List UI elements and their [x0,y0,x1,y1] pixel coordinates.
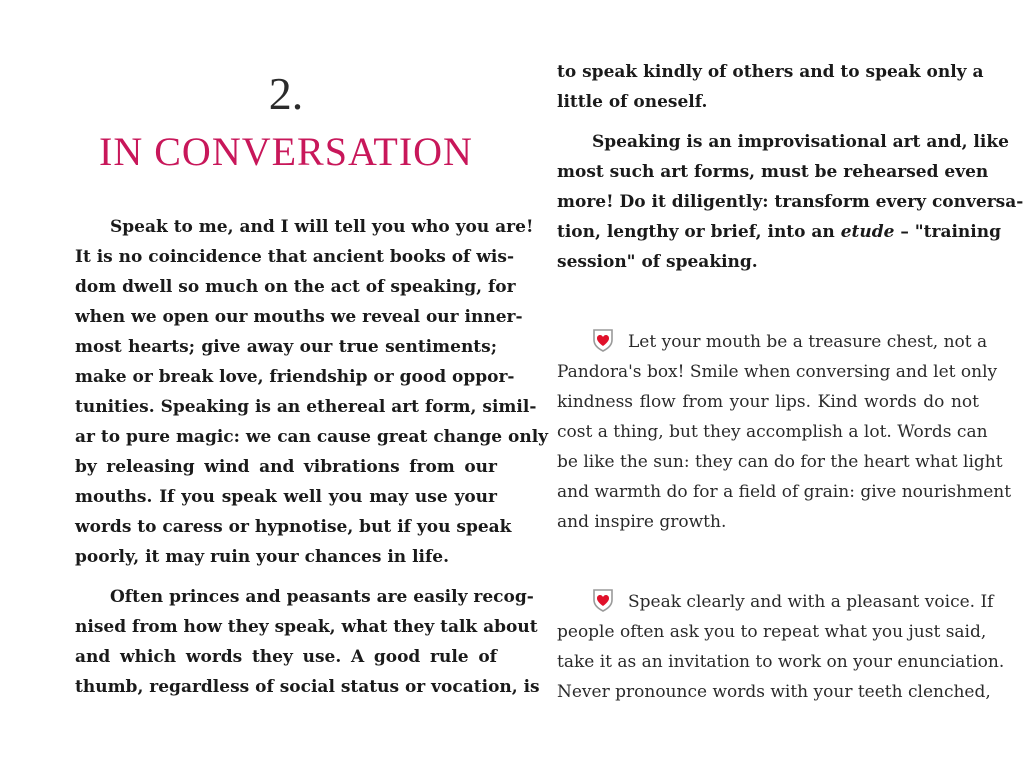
text-line: and warmth do for a field of grain: give nourishment [557,482,1012,502]
text-line: make or break love, friendship or good oppor- [75,367,515,387]
text-line: and inspire growth. [557,512,727,532]
text-line: Often princes and peasants are easily recog- [110,587,534,607]
tip-treasure-chest [557,327,1012,537]
paragraph-continued [557,57,984,117]
text-line: mouths. If you speak well you may use your [75,487,497,507]
text-line: to speak kindly of others and to speak only a [557,62,984,82]
text-line: by releasing wind and vibrations from our [75,457,497,477]
chapter-title: IN CONVERSATION [99,129,473,174]
text-line: more! Do it diligently: transform every conversa- [557,192,1024,212]
text-line: be like the sun: they can do for the heart what light [557,452,1003,472]
text-line: dom dwell so much on the act of speaking, for [75,277,516,297]
text-line: nised from how they speak, what they talk about [75,617,538,637]
text-line [557,327,988,357]
paragraph-intro [75,212,549,572]
text-line: kindness flow from your lips. Kind words do not [557,392,979,412]
paragraph-improvisational [557,127,1024,277]
text-fragment: – "training [894,222,1001,242]
italic-word-etude: etude [840,222,895,242]
text-line: most such art forms, must be rehearsed even [557,162,989,182]
tip-text: Let your mouth be a treasure chest, not a [628,332,988,352]
text-line: thumb, regardless of social status or vocation, is [75,677,540,697]
text-line: session" of speaking. [557,252,758,272]
text-line: most hearts; give away our true sentiments; [75,337,497,357]
heart-shield-icon [592,328,614,352]
text-line: and which words they use. A good rule of [75,647,497,667]
text-line: cost a thing, but they accomplish a lot. Words can [557,422,988,442]
text-line: Never pronounce words with your teeth clenched, [557,682,991,702]
text-line: Speak to me, and I will tell you who you are! [110,217,534,237]
text-line: tunities. Speaking is an ethereal art form, simil- [75,397,537,417]
text-line: people often ask you to repeat what you just said, [557,622,987,642]
text-line: when we open our mouths we reveal our inner- [75,307,523,327]
text-line: It is no coincidence that ancient books of wis- [75,247,515,267]
text-line: ar to pure magic: we can cause great change only [75,427,549,447]
text-line: Speaking is an improvisational art and, like [592,132,1009,152]
text-line: little of oneself. [557,92,708,112]
text-line: Pandora's box! Smile when conversing and let only [557,362,998,382]
tip-text: Speak clearly and with a pleasant voice. If [628,592,994,612]
text-line: words to caress or hypnotise, but if you speak [75,517,512,537]
paragraph-princes [75,582,540,702]
chapter-number: 2. [268,68,304,119]
heart-shield-icon [592,588,614,612]
text-line [557,587,994,617]
text-line-etude [557,217,1001,247]
text-fragment: tion, lengthy or brief, into an [557,222,841,242]
tip-speak-clearly [557,587,1005,707]
text-line: poorly, it may ruin your chances in life. [75,547,450,567]
text-line: take it as an invitation to work on your enunciation. [557,652,1005,672]
